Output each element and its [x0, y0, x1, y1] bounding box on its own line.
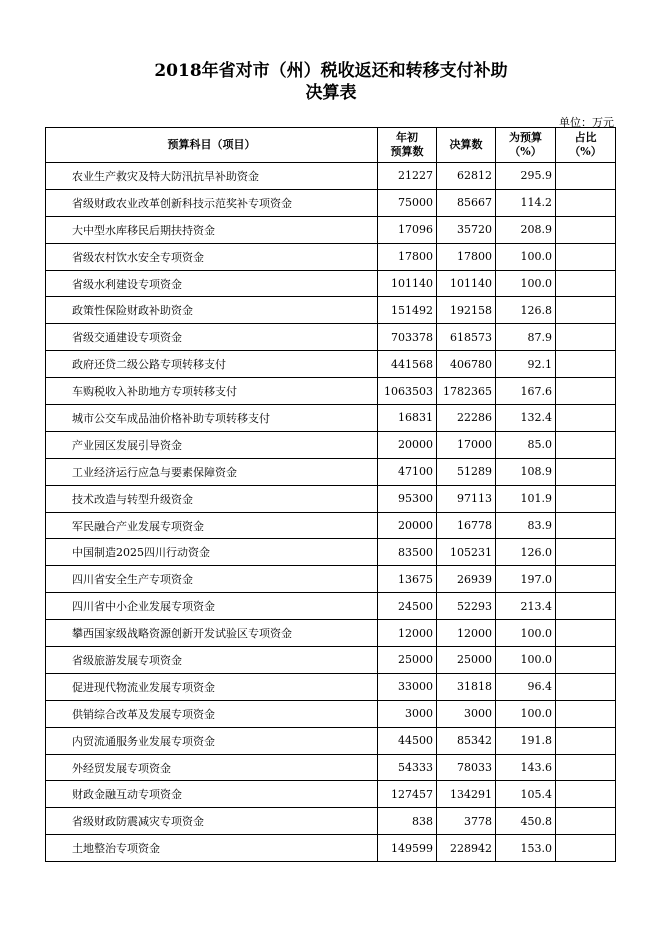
row-final: 12000: [437, 620, 496, 647]
row-item-name: 省级农村饮水安全专项资金: [46, 243, 378, 270]
row-share: [556, 324, 616, 351]
row-item-name: 四川省安全生产专项资金: [46, 566, 378, 593]
table-row: [46, 324, 616, 351]
row-pct-budget: 126.0: [496, 539, 556, 566]
table-row: [46, 620, 616, 647]
row-budget: 20000: [378, 512, 437, 539]
header-final: 决算数: [437, 128, 496, 163]
row-pct-budget: 197.0: [496, 566, 556, 593]
table-row: [46, 216, 616, 243]
row-final: 22286: [437, 405, 496, 432]
row-budget: 3000: [378, 700, 437, 727]
row-final: 26939: [437, 566, 496, 593]
row-budget: 20000: [378, 431, 437, 458]
row-item-name: 军民融合产业发展专项资金: [46, 512, 378, 539]
row-pct-budget: 85.0: [496, 431, 556, 458]
row-pct-budget: 108.9: [496, 458, 556, 485]
table-row: [46, 781, 616, 808]
row-final: 17000: [437, 431, 496, 458]
table-row: [46, 297, 616, 324]
row-budget: 21227: [378, 163, 437, 190]
table-row: [46, 835, 616, 862]
row-item-name: 中国制造2025四川行动资金: [46, 539, 378, 566]
row-final: 3000: [437, 700, 496, 727]
header-share: [556, 128, 616, 163]
row-share: [556, 754, 616, 781]
row-pct-budget: 213.4: [496, 593, 556, 620]
row-item-name: 政策性保险财政补助资金: [46, 297, 378, 324]
table-row: [46, 163, 616, 190]
row-item-name: 省级旅游发展专项资金: [46, 647, 378, 674]
row-share: [556, 620, 616, 647]
row-budget: 127457: [378, 781, 437, 808]
row-pct-budget: 114.2: [496, 189, 556, 216]
row-item-name: 促进现代物流业发展专项资金: [46, 673, 378, 700]
row-share: [556, 405, 616, 432]
header-pct-budget-line2: （%）: [509, 145, 542, 158]
row-final: 1782365: [437, 378, 496, 405]
row-pct-budget: 295.9: [496, 163, 556, 190]
table-row: [46, 754, 616, 781]
row-budget: 83500: [378, 539, 437, 566]
row-budget: 151492: [378, 297, 437, 324]
row-budget: 75000: [378, 189, 437, 216]
row-item-name: 产业园区发展引导资金: [46, 431, 378, 458]
row-budget: 17800: [378, 243, 437, 270]
row-budget: 101140: [378, 270, 437, 297]
row-item-name: 大中型水库移民后期扶持资金: [46, 216, 378, 243]
row-pct-budget: 101.9: [496, 485, 556, 512]
table-row: [46, 458, 616, 485]
table-row: [46, 378, 616, 405]
page-title: 2018年省对市（州）税收返还和转移支付补助: [154, 61, 508, 81]
row-pct-budget: 191.8: [496, 727, 556, 754]
row-final: 85667: [437, 189, 496, 216]
row-pct-budget: 96.4: [496, 673, 556, 700]
row-pct-budget: 450.8: [496, 808, 556, 835]
table-header-row: [46, 128, 616, 163]
row-budget: 1063503: [378, 378, 437, 405]
page-subtitle: 决算表: [305, 83, 357, 103]
row-item-name: 省级财政农业改革创新科技示范奖补专项资金: [46, 189, 378, 216]
table-row: [46, 539, 616, 566]
row-item-name: 攀西国家级战略资源创新开发试验区专项资金: [46, 620, 378, 647]
row-item-name: 财政金融互动专项资金: [46, 781, 378, 808]
row-item-name: 内贸流通服务业发展专项资金: [46, 727, 378, 754]
table-row: [46, 727, 616, 754]
row-item-name: 城市公交车成品油价格补助专项转移支付: [46, 405, 378, 432]
row-pct-budget: 153.0: [496, 835, 556, 862]
table-row: [46, 405, 616, 432]
row-final: 35720: [437, 216, 496, 243]
row-share: [556, 458, 616, 485]
row-budget: 24500: [378, 593, 437, 620]
row-pct-budget: 100.0: [496, 620, 556, 647]
header-share-line2: （%）: [569, 145, 602, 158]
row-share: [556, 539, 616, 566]
row-item-name: 土地整治专项资金: [46, 835, 378, 862]
row-final: 618573: [437, 324, 496, 351]
row-share: [556, 163, 616, 190]
row-final: 105231: [437, 539, 496, 566]
row-budget: 25000: [378, 647, 437, 674]
table-row: [46, 700, 616, 727]
table-row: [46, 808, 616, 835]
row-final: 17800: [437, 243, 496, 270]
row-share: [556, 647, 616, 674]
row-share: [556, 351, 616, 378]
row-final: 52293: [437, 593, 496, 620]
row-share: [556, 781, 616, 808]
row-budget: 33000: [378, 673, 437, 700]
row-share: [556, 700, 616, 727]
row-final: 16778: [437, 512, 496, 539]
row-final: 228942: [437, 835, 496, 862]
row-pct-budget: 100.0: [496, 270, 556, 297]
row-final: 62812: [437, 163, 496, 190]
unit-label: 单位：万元: [559, 116, 614, 129]
header-share-line1: 占比: [574, 131, 597, 144]
row-item-name: 农业生产救灾及特大防汛抗旱补助资金: [46, 163, 378, 190]
row-item-name: 省级财政防震减灾专项资金: [46, 808, 378, 835]
row-final: 134291: [437, 781, 496, 808]
row-share: [556, 270, 616, 297]
row-pct-budget: 208.9: [496, 216, 556, 243]
row-pct-budget: 92.1: [496, 351, 556, 378]
header-item: 预算科目（项目）: [46, 128, 378, 163]
table-row: [46, 566, 616, 593]
row-pct-budget: 143.6: [496, 754, 556, 781]
budget-table: [45, 127, 616, 862]
row-final: 78033: [437, 754, 496, 781]
row-pct-budget: 126.8: [496, 297, 556, 324]
row-share: [556, 566, 616, 593]
row-budget: 47100: [378, 458, 437, 485]
row-budget: 13675: [378, 566, 437, 593]
table-row: [46, 189, 616, 216]
row-budget: 441568: [378, 351, 437, 378]
table-row: [46, 270, 616, 297]
row-pct-budget: 100.0: [496, 243, 556, 270]
row-final: 101140: [437, 270, 496, 297]
row-pct-budget: 105.4: [496, 781, 556, 808]
header-budget-line1: 年初: [396, 131, 418, 144]
table-row: [46, 431, 616, 458]
row-final: 97113: [437, 485, 496, 512]
table-row: [46, 512, 616, 539]
row-pct-budget: 87.9: [496, 324, 556, 351]
row-share: [556, 431, 616, 458]
header-budget-line2: 预算数: [390, 145, 424, 158]
table-row: [46, 485, 616, 512]
row-share: [556, 512, 616, 539]
table-row: [46, 243, 616, 270]
row-item-name: 政府还贷二级公路专项转移支付: [46, 351, 378, 378]
row-budget: 838: [378, 808, 437, 835]
table-row: [46, 351, 616, 378]
row-item-name: 技术改造与转型升级资金: [46, 485, 378, 512]
row-share: [556, 835, 616, 862]
row-budget: 44500: [378, 727, 437, 754]
row-final: 85342: [437, 727, 496, 754]
row-share: [556, 297, 616, 324]
row-item-name: 工业经济运行应急与要素保障资金: [46, 458, 378, 485]
row-pct-budget: 132.4: [496, 405, 556, 432]
row-share: [556, 189, 616, 216]
row-share: [556, 593, 616, 620]
row-budget: 149599: [378, 835, 437, 862]
row-share: [556, 216, 616, 243]
row-pct-budget: 83.9: [496, 512, 556, 539]
row-item-name: 四川省中小企业发展专项资金: [46, 593, 378, 620]
row-budget: 95300: [378, 485, 437, 512]
row-budget: 54333: [378, 754, 437, 781]
row-share: [556, 243, 616, 270]
row-share: [556, 808, 616, 835]
row-final: 31818: [437, 673, 496, 700]
table-row: [46, 673, 616, 700]
row-final: 25000: [437, 647, 496, 674]
row-share: [556, 485, 616, 512]
row-share: [556, 727, 616, 754]
row-pct-budget: 167.6: [496, 378, 556, 405]
row-pct-budget: 100.0: [496, 700, 556, 727]
row-item-name: 省级水利建设专项资金: [46, 270, 378, 297]
row-budget: 703378: [378, 324, 437, 351]
header-pct-budget: [496, 128, 556, 163]
table-row: [46, 593, 616, 620]
row-share: [556, 673, 616, 700]
header-pct-budget-line1: 为预算: [509, 131, 542, 144]
row-share: [556, 378, 616, 405]
row-item-name: 外经贸发展专项资金: [46, 754, 378, 781]
row-final: 192158: [437, 297, 496, 324]
row-final: 406780: [437, 351, 496, 378]
row-final: 3778: [437, 808, 496, 835]
row-item-name: 供销综合改革及发展专项资金: [46, 700, 378, 727]
row-item-name: 车购税收入补助地方专项转移支付: [46, 378, 378, 405]
row-pct-budget: 100.0: [496, 647, 556, 674]
header-budget: [378, 128, 437, 163]
row-budget: 16831: [378, 405, 437, 432]
table-row: [46, 647, 616, 674]
row-final: 51289: [437, 458, 496, 485]
row-budget: 12000: [378, 620, 437, 647]
row-budget: 17096: [378, 216, 437, 243]
row-item-name: 省级交通建设专项资金: [46, 324, 378, 351]
